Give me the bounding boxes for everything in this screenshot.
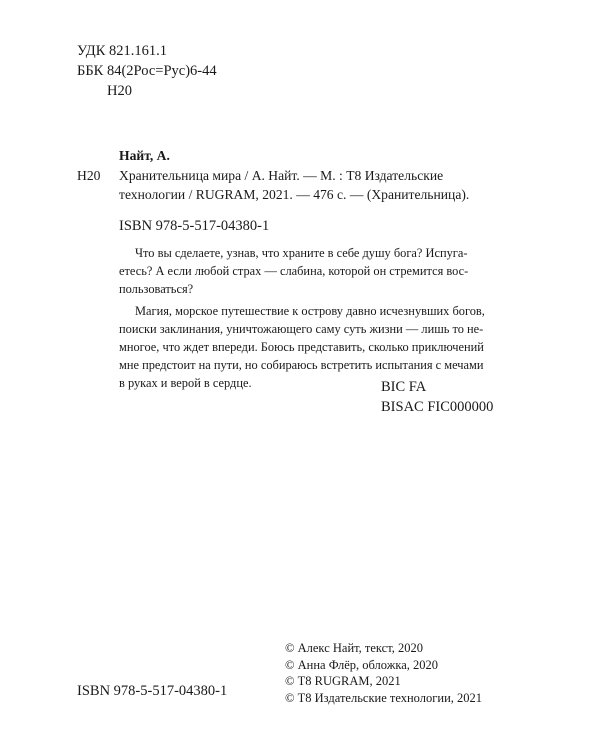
author-mark: Н20 bbox=[107, 83, 132, 99]
annotation-p2-line4: мне предстоит на пути, но собираюсь встретить испытания с мечами bbox=[119, 358, 484, 373]
copyright-line: © Т8 Издательские технологии, 2021 bbox=[285, 690, 483, 705]
author-heading: Найт, А. bbox=[119, 148, 170, 163]
record-description-line-2: технологии / RUGRAM, 2021. — 476 с. — (Хранительница). bbox=[119, 187, 470, 202]
annotation-p2-line2: поиски заклинания, уничтожающего саму суть жизни — лишь то не- bbox=[119, 321, 484, 336]
udk-code: УДК 821.161.1 bbox=[77, 43, 167, 59]
annotation-p1-line1: Что вы сделаете, узнав, что храните в себе душу бога? Испуга- bbox=[135, 246, 468, 260]
copyright-block bbox=[285, 640, 482, 706]
annotation-p1-line3: пользоваться? bbox=[119, 282, 194, 297]
record-description-line-1: Хранительница мира / А. Найт. — М. : Т8 Издательские bbox=[119, 168, 444, 183]
annotation-p2-line5: в руках и верой в сердце. bbox=[119, 376, 252, 391]
annotation bbox=[119, 244, 506, 393]
bisac-code: BISAC FIC000000 bbox=[381, 399, 494, 415]
copyright-line: © Анна Флёр, обложка, 2020 bbox=[285, 657, 439, 672]
copyright-line: © Т8 RUGRAM, 2021 bbox=[285, 674, 401, 688]
isbn: ISBN 978-5-517-04380-1 bbox=[119, 218, 270, 234]
annotation-p2-line3: многое, что ждет впереди. Боюсь представить, сколько приключений bbox=[119, 340, 484, 355]
bbk-code: ББК 84(2Рос=Рус)6-44 bbox=[77, 63, 217, 79]
annotation-p1-line2: етесь? А если любой страх — слабина, которой он стремится вос- bbox=[119, 264, 469, 279]
copyright-line: © Алекс Найт, текст, 2020 bbox=[285, 641, 424, 655]
bottom-isbn: ISBN 978-5-517-04380-1 bbox=[77, 683, 228, 699]
annotation-p2-line1: Магия, морское путешествие к острову давно исчезнувших богов, bbox=[135, 303, 485, 318]
record-author-mark: Н20 bbox=[77, 168, 101, 183]
bic-code: BIC FA bbox=[381, 379, 427, 395]
